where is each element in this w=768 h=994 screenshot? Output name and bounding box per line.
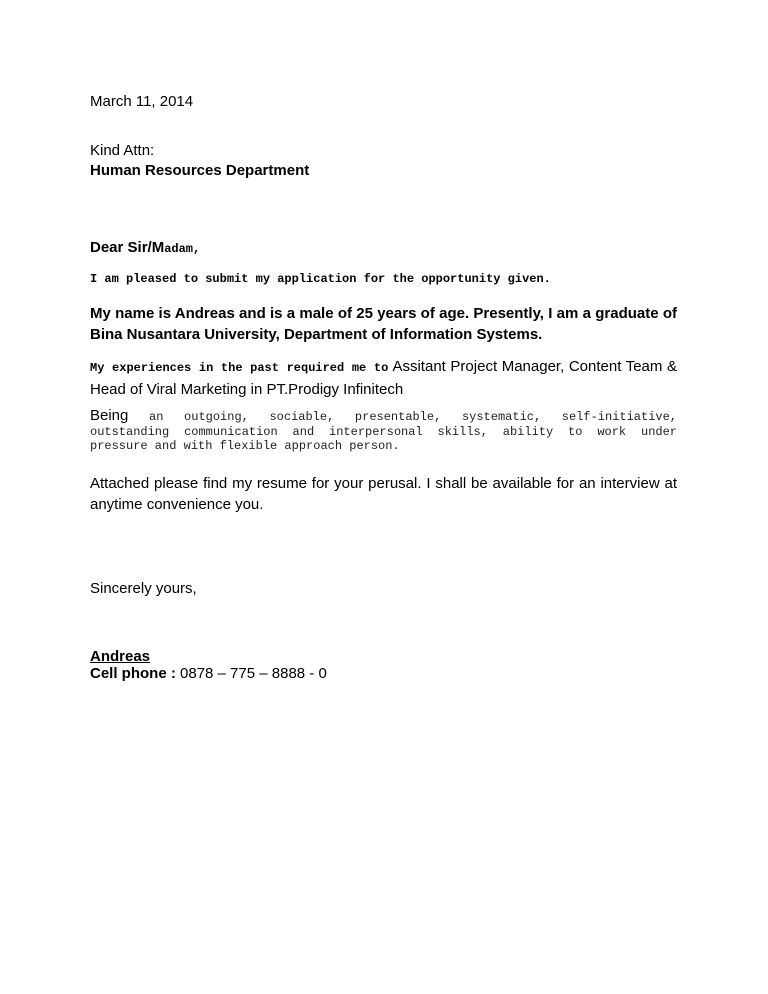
salutation bbox=[90, 237, 677, 260]
qualities-lead-word: Being bbox=[90, 407, 129, 424]
attention-label: Kind Attn: bbox=[90, 142, 155, 159]
cell-phone-label: Cell phone : bbox=[90, 665, 176, 682]
paragraph-background: My name is Andreas and is a male of 25 years of age. Presently, I am a graduate of Bina Nusantara University, Department of Information Systems. bbox=[90, 305, 677, 343]
salutation-sans: Dear Sir/M bbox=[90, 239, 165, 256]
attention-department: Human Resources Department bbox=[90, 162, 310, 179]
letter-date: March 11, 2014 bbox=[90, 93, 194, 110]
experience-sans-text: Assitant Project Manager, Content Team & Head of Viral Marketing in PT.Prodigy Infinitech bbox=[90, 358, 678, 398]
cell-phone-number: 0878 – 775 – 8888 - 0 bbox=[180, 665, 327, 682]
intro-line: I am pleased to submit my application for the opportunity given. bbox=[90, 272, 551, 286]
experience-mono-text: My experiences in the past required me to bbox=[90, 361, 389, 375]
contact-line bbox=[90, 663, 677, 684]
signature-name: Andreas bbox=[90, 648, 151, 665]
paragraph-attached: Attached please find my resume for your perusal. I shall be available for an interview at anytime convenience you. bbox=[90, 475, 677, 513]
qualities-text: an outgoing, sociable, presentable, systematic, self-initiative, outstanding communication and interpersonal skills, ability to work under pressure and with flexible approach person. bbox=[90, 410, 678, 453]
salutation-mono: adam, bbox=[164, 242, 201, 256]
paragraph-experience bbox=[90, 356, 677, 401]
closing-line: Sincerely yours, bbox=[90, 580, 197, 597]
paragraph-qualities bbox=[90, 409, 677, 454]
